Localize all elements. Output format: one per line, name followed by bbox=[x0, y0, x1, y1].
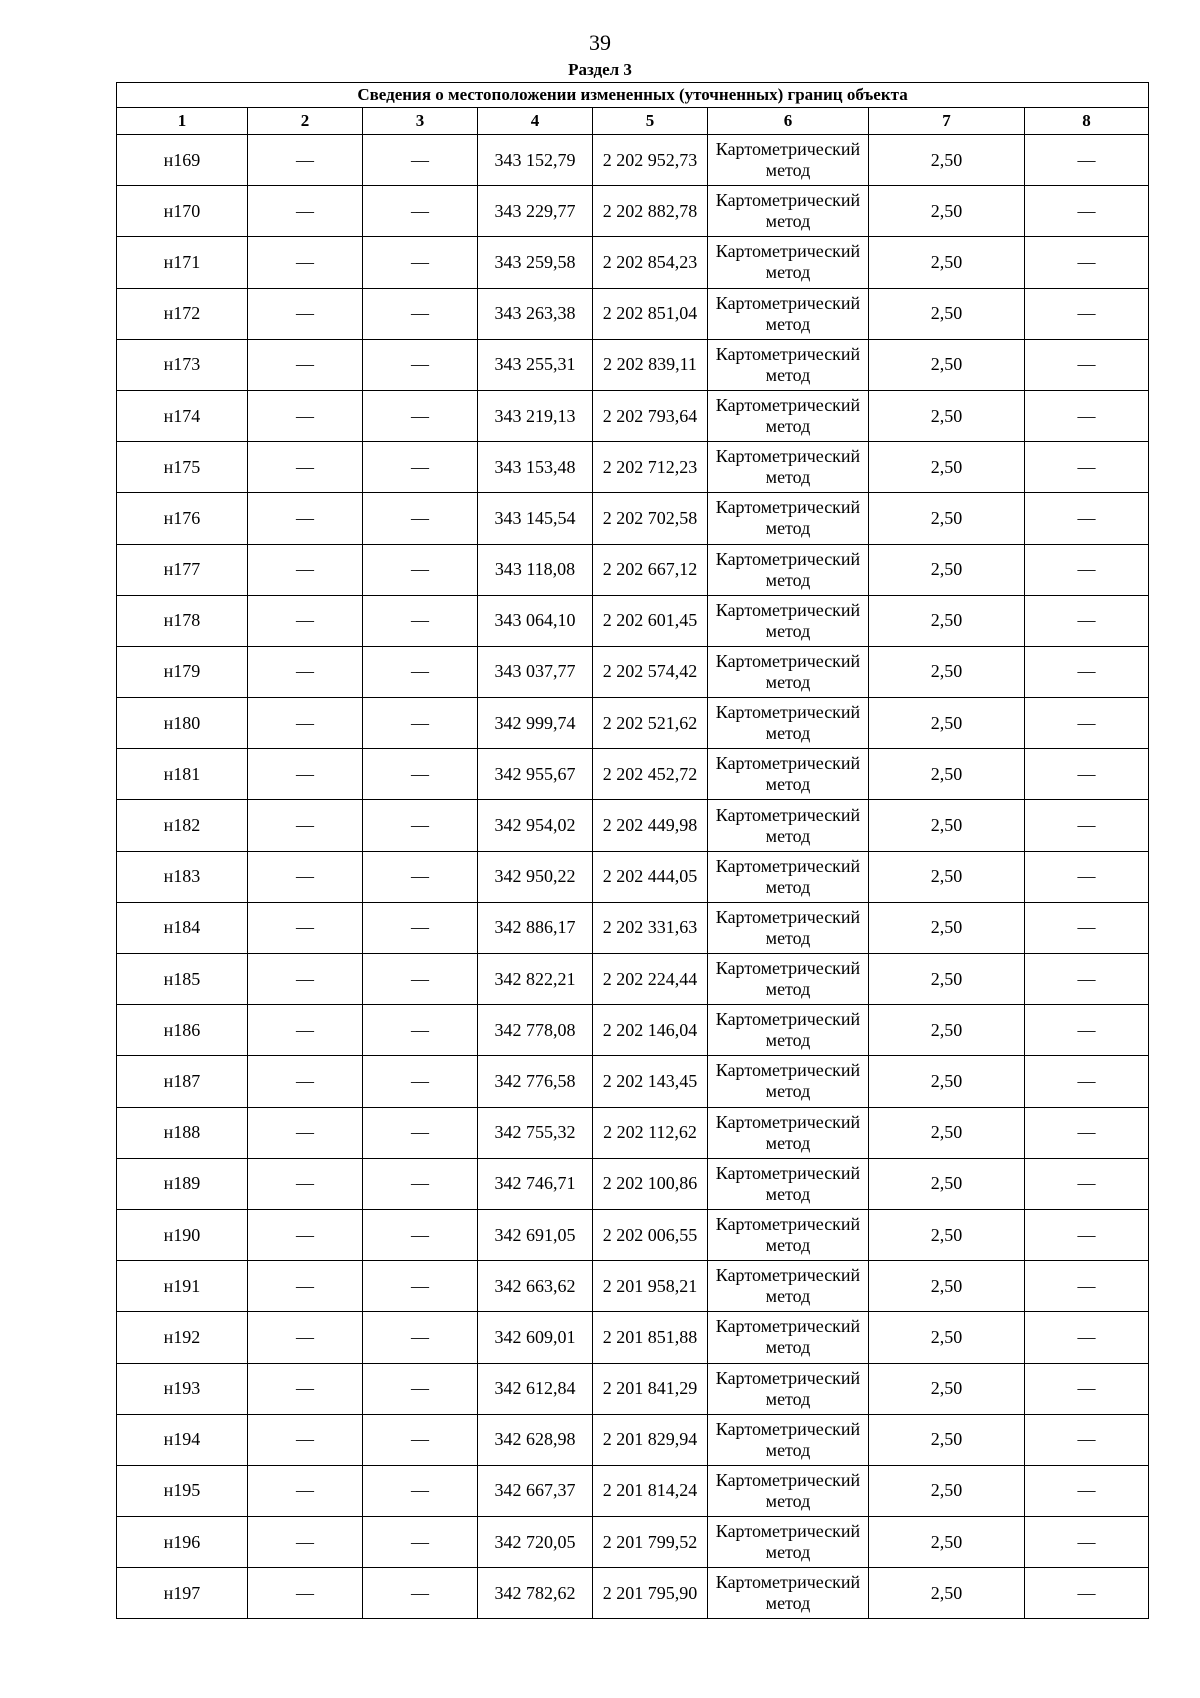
method-cell: Картометрический метод bbox=[708, 902, 869, 953]
empty-dash-cell: — bbox=[248, 749, 363, 800]
empty-dash-cell: — bbox=[248, 1414, 363, 1465]
empty-dash-cell: — bbox=[1025, 646, 1149, 697]
empty-dash-cell: — bbox=[1025, 135, 1149, 186]
y-coordinate-cell: 2 202 574,42 bbox=[593, 646, 708, 697]
accuracy-cell: 2,50 bbox=[869, 135, 1025, 186]
accuracy-cell: 2,50 bbox=[869, 954, 1025, 1005]
empty-dash-cell: — bbox=[248, 1363, 363, 1414]
table-row bbox=[117, 1414, 1149, 1465]
method-cell: Картометрический метод bbox=[708, 339, 869, 390]
empty-dash-cell: — bbox=[248, 1158, 363, 1209]
empty-dash-cell: — bbox=[1025, 1261, 1149, 1312]
table-row bbox=[117, 1312, 1149, 1363]
empty-dash-cell: — bbox=[1025, 851, 1149, 902]
method-cell: Картометрический метод bbox=[708, 646, 869, 697]
table-row bbox=[117, 1568, 1149, 1619]
empty-dash-cell: — bbox=[248, 442, 363, 493]
point-cell: н180 bbox=[117, 698, 248, 749]
method-cell: Картометрический метод bbox=[708, 186, 869, 237]
point-cell: н187 bbox=[117, 1056, 248, 1107]
table-row bbox=[117, 1363, 1149, 1414]
empty-dash-cell: — bbox=[363, 595, 478, 646]
y-coordinate-cell: 2 202 854,23 bbox=[593, 237, 708, 288]
accuracy-cell: 2,50 bbox=[869, 1465, 1025, 1516]
empty-dash-cell: — bbox=[248, 1568, 363, 1619]
empty-dash-cell: — bbox=[1025, 442, 1149, 493]
empty-dash-cell: — bbox=[1025, 902, 1149, 953]
empty-dash-cell: — bbox=[363, 186, 478, 237]
accuracy-cell: 2,50 bbox=[869, 1261, 1025, 1312]
empty-dash-cell: — bbox=[248, 954, 363, 1005]
y-coordinate-cell: 2 202 521,62 bbox=[593, 698, 708, 749]
table-body bbox=[117, 135, 1149, 1619]
point-cell: н182 bbox=[117, 800, 248, 851]
column-header-row bbox=[117, 108, 1149, 135]
empty-dash-cell: — bbox=[248, 1261, 363, 1312]
y-coordinate-cell: 2 202 601,45 bbox=[593, 595, 708, 646]
x-coordinate-cell: 343 255,31 bbox=[478, 339, 593, 390]
point-cell: н189 bbox=[117, 1158, 248, 1209]
empty-dash-cell: — bbox=[363, 851, 478, 902]
method-cell: Картометрический метод bbox=[708, 544, 869, 595]
column-header: 2 bbox=[248, 108, 363, 135]
method-cell: Картометрический метод bbox=[708, 1056, 869, 1107]
point-cell: н185 bbox=[117, 954, 248, 1005]
point-cell: н169 bbox=[117, 135, 248, 186]
x-coordinate-cell: 342 822,21 bbox=[478, 954, 593, 1005]
accuracy-cell: 2,50 bbox=[869, 237, 1025, 288]
column-header: 7 bbox=[869, 108, 1025, 135]
method-cell: Картометрический метод bbox=[708, 1261, 869, 1312]
y-coordinate-cell: 2 202 702,58 bbox=[593, 493, 708, 544]
empty-dash-cell: — bbox=[363, 954, 478, 1005]
empty-dash-cell: — bbox=[248, 595, 363, 646]
y-coordinate-cell: 2 202 224,44 bbox=[593, 954, 708, 1005]
empty-dash-cell: — bbox=[363, 1414, 478, 1465]
empty-dash-cell: — bbox=[1025, 339, 1149, 390]
point-cell: н179 bbox=[117, 646, 248, 697]
method-cell: Картометрический метод bbox=[708, 442, 869, 493]
accuracy-cell: 2,50 bbox=[869, 851, 1025, 902]
empty-dash-cell: — bbox=[248, 1005, 363, 1056]
accuracy-cell: 2,50 bbox=[869, 186, 1025, 237]
x-coordinate-cell: 343 118,08 bbox=[478, 544, 593, 595]
accuracy-cell: 2,50 bbox=[869, 1209, 1025, 1260]
table-row bbox=[117, 237, 1149, 288]
point-cell: н186 bbox=[117, 1005, 248, 1056]
empty-dash-cell: — bbox=[363, 544, 478, 595]
empty-dash-cell: — bbox=[248, 1465, 363, 1516]
empty-dash-cell: — bbox=[1025, 288, 1149, 339]
empty-dash-cell: — bbox=[1025, 595, 1149, 646]
method-cell: Картометрический метод bbox=[708, 1363, 869, 1414]
y-coordinate-cell: 2 202 143,45 bbox=[593, 1056, 708, 1107]
accuracy-cell: 2,50 bbox=[869, 1056, 1025, 1107]
empty-dash-cell: — bbox=[1025, 1209, 1149, 1260]
method-cell: Картометрический метод bbox=[708, 1312, 869, 1363]
empty-dash-cell: — bbox=[363, 390, 478, 441]
table-row bbox=[117, 1107, 1149, 1158]
empty-dash-cell: — bbox=[363, 1261, 478, 1312]
empty-dash-cell: — bbox=[363, 1005, 478, 1056]
empty-dash-cell: — bbox=[363, 288, 478, 339]
table-row bbox=[117, 1158, 1149, 1209]
y-coordinate-cell: 2 201 799,52 bbox=[593, 1517, 708, 1568]
x-coordinate-cell: 342 782,62 bbox=[478, 1568, 593, 1619]
empty-dash-cell: — bbox=[248, 1056, 363, 1107]
method-cell: Картометрический метод bbox=[708, 1465, 869, 1516]
accuracy-cell: 2,50 bbox=[869, 442, 1025, 493]
x-coordinate-cell: 343 152,79 bbox=[478, 135, 593, 186]
table-row bbox=[117, 1209, 1149, 1260]
point-cell: н174 bbox=[117, 390, 248, 441]
method-cell: Картометрический метод bbox=[708, 493, 869, 544]
empty-dash-cell: — bbox=[248, 237, 363, 288]
point-cell: н171 bbox=[117, 237, 248, 288]
page-number: 39 bbox=[589, 30, 611, 55]
column-header: 5 bbox=[593, 108, 708, 135]
empty-dash-cell: — bbox=[1025, 1414, 1149, 1465]
column-header: 6 bbox=[708, 108, 869, 135]
accuracy-cell: 2,50 bbox=[869, 800, 1025, 851]
empty-dash-cell: — bbox=[248, 288, 363, 339]
table-row bbox=[117, 851, 1149, 902]
x-coordinate-cell: 342 691,05 bbox=[478, 1209, 593, 1260]
method-cell: Картометрический метод bbox=[708, 595, 869, 646]
empty-dash-cell: — bbox=[363, 135, 478, 186]
table-row bbox=[117, 135, 1149, 186]
accuracy-cell: 2,50 bbox=[869, 288, 1025, 339]
empty-dash-cell: — bbox=[248, 1209, 363, 1260]
x-coordinate-cell: 342 720,05 bbox=[478, 1517, 593, 1568]
y-coordinate-cell: 2 202 006,55 bbox=[593, 1209, 708, 1260]
point-cell: н193 bbox=[117, 1363, 248, 1414]
empty-dash-cell: — bbox=[1025, 1107, 1149, 1158]
x-coordinate-cell: 342 746,71 bbox=[478, 1158, 593, 1209]
x-coordinate-cell: 343 037,77 bbox=[478, 646, 593, 697]
table-row bbox=[117, 1005, 1149, 1056]
accuracy-cell: 2,50 bbox=[869, 1414, 1025, 1465]
x-coordinate-cell: 342 663,62 bbox=[478, 1261, 593, 1312]
empty-dash-cell: — bbox=[363, 749, 478, 800]
table-row bbox=[117, 646, 1149, 697]
accuracy-cell: 2,50 bbox=[869, 1158, 1025, 1209]
empty-dash-cell: — bbox=[1025, 237, 1149, 288]
x-coordinate-cell: 342 612,84 bbox=[478, 1363, 593, 1414]
point-cell: н192 bbox=[117, 1312, 248, 1363]
y-coordinate-cell: 2 201 841,29 bbox=[593, 1363, 708, 1414]
column-header: 4 bbox=[478, 108, 593, 135]
x-coordinate-cell: 342 667,37 bbox=[478, 1465, 593, 1516]
column-header: 8 bbox=[1025, 108, 1149, 135]
empty-dash-cell: — bbox=[1025, 390, 1149, 441]
empty-dash-cell: — bbox=[363, 1209, 478, 1260]
empty-dash-cell: — bbox=[363, 1517, 478, 1568]
table-row bbox=[117, 186, 1149, 237]
empty-dash-cell: — bbox=[1025, 1056, 1149, 1107]
point-cell: н172 bbox=[117, 288, 248, 339]
y-coordinate-cell: 2 202 452,72 bbox=[593, 749, 708, 800]
x-coordinate-cell: 342 609,01 bbox=[478, 1312, 593, 1363]
empty-dash-cell: — bbox=[363, 493, 478, 544]
x-coordinate-cell: 342 778,08 bbox=[478, 1005, 593, 1056]
empty-dash-cell: — bbox=[1025, 698, 1149, 749]
y-coordinate-cell: 2 202 100,86 bbox=[593, 1158, 708, 1209]
method-cell: Картометрический метод bbox=[708, 135, 869, 186]
table-row bbox=[117, 544, 1149, 595]
point-cell: н183 bbox=[117, 851, 248, 902]
empty-dash-cell: — bbox=[363, 800, 478, 851]
point-cell: н176 bbox=[117, 493, 248, 544]
y-coordinate-cell: 2 202 146,04 bbox=[593, 1005, 708, 1056]
point-cell: н175 bbox=[117, 442, 248, 493]
table-row bbox=[117, 800, 1149, 851]
method-cell: Картометрический метод bbox=[708, 1107, 869, 1158]
y-coordinate-cell: 2 202 331,63 bbox=[593, 902, 708, 953]
accuracy-cell: 2,50 bbox=[869, 544, 1025, 595]
accuracy-cell: 2,50 bbox=[869, 1568, 1025, 1619]
accuracy-cell: 2,50 bbox=[869, 1005, 1025, 1056]
empty-dash-cell: — bbox=[1025, 1312, 1149, 1363]
method-cell: Картометрический метод bbox=[708, 800, 869, 851]
empty-dash-cell: — bbox=[363, 1465, 478, 1516]
table-row bbox=[117, 442, 1149, 493]
method-cell: Картометрический метод bbox=[708, 1517, 869, 1568]
empty-dash-cell: — bbox=[248, 135, 363, 186]
point-cell: н178 bbox=[117, 595, 248, 646]
accuracy-cell: 2,50 bbox=[869, 749, 1025, 800]
empty-dash-cell: — bbox=[248, 544, 363, 595]
accuracy-cell: 2,50 bbox=[869, 1107, 1025, 1158]
method-cell: Картометрический метод bbox=[708, 749, 869, 800]
point-cell: н188 bbox=[117, 1107, 248, 1158]
point-cell: н190 bbox=[117, 1209, 248, 1260]
x-coordinate-cell: 342 950,22 bbox=[478, 851, 593, 902]
empty-dash-cell: — bbox=[248, 186, 363, 237]
y-coordinate-cell: 2 201 814,24 bbox=[593, 1465, 708, 1516]
empty-dash-cell: — bbox=[1025, 186, 1149, 237]
y-coordinate-cell: 2 202 839,11 bbox=[593, 339, 708, 390]
empty-dash-cell: — bbox=[248, 1517, 363, 1568]
y-coordinate-cell: 2 201 851,88 bbox=[593, 1312, 708, 1363]
x-coordinate-cell: 343 229,77 bbox=[478, 186, 593, 237]
x-coordinate-cell: 343 259,58 bbox=[478, 237, 593, 288]
accuracy-cell: 2,50 bbox=[869, 339, 1025, 390]
accuracy-cell: 2,50 bbox=[869, 595, 1025, 646]
x-coordinate-cell: 343 219,13 bbox=[478, 390, 593, 441]
x-coordinate-cell: 343 145,54 bbox=[478, 493, 593, 544]
empty-dash-cell: — bbox=[248, 646, 363, 697]
empty-dash-cell: — bbox=[1025, 1005, 1149, 1056]
y-coordinate-cell: 2 202 851,04 bbox=[593, 288, 708, 339]
empty-dash-cell: — bbox=[363, 1107, 478, 1158]
method-cell: Картометрический метод bbox=[708, 1158, 869, 1209]
y-coordinate-cell: 2 202 712,23 bbox=[593, 442, 708, 493]
point-cell: н184 bbox=[117, 902, 248, 953]
table-caption: Сведения о местоположении измененных (уточненных) границ объекта bbox=[117, 83, 1149, 108]
empty-dash-cell: — bbox=[248, 1312, 363, 1363]
table-row bbox=[117, 390, 1149, 441]
empty-dash-cell: — bbox=[363, 902, 478, 953]
table-row bbox=[117, 1517, 1149, 1568]
y-coordinate-cell: 2 202 952,73 bbox=[593, 135, 708, 186]
y-coordinate-cell: 2 201 829,94 bbox=[593, 1414, 708, 1465]
accuracy-cell: 2,50 bbox=[869, 1312, 1025, 1363]
empty-dash-cell: — bbox=[1025, 544, 1149, 595]
y-coordinate-cell: 2 202 793,64 bbox=[593, 390, 708, 441]
empty-dash-cell: — bbox=[1025, 1363, 1149, 1414]
empty-dash-cell: — bbox=[248, 851, 363, 902]
x-coordinate-cell: 342 628,98 bbox=[478, 1414, 593, 1465]
point-cell: н195 bbox=[117, 1465, 248, 1516]
empty-dash-cell: — bbox=[1025, 954, 1149, 1005]
y-coordinate-cell: 2 202 667,12 bbox=[593, 544, 708, 595]
method-cell: Картометрический метод bbox=[708, 237, 869, 288]
table-row bbox=[117, 749, 1149, 800]
table-caption-row bbox=[117, 83, 1149, 108]
empty-dash-cell: — bbox=[363, 339, 478, 390]
accuracy-cell: 2,50 bbox=[869, 902, 1025, 953]
empty-dash-cell: — bbox=[1025, 493, 1149, 544]
empty-dash-cell: — bbox=[248, 902, 363, 953]
section-title: Раздел 3 bbox=[568, 60, 632, 79]
point-cell: н194 bbox=[117, 1414, 248, 1465]
point-cell: н173 bbox=[117, 339, 248, 390]
empty-dash-cell: — bbox=[1025, 1158, 1149, 1209]
empty-dash-cell: — bbox=[1025, 1465, 1149, 1516]
point-cell: н170 bbox=[117, 186, 248, 237]
table-row bbox=[117, 339, 1149, 390]
method-cell: Картометрический метод bbox=[708, 390, 869, 441]
y-coordinate-cell: 2 201 795,90 bbox=[593, 1568, 708, 1619]
x-coordinate-cell: 343 064,10 bbox=[478, 595, 593, 646]
table-row bbox=[117, 1261, 1149, 1312]
y-coordinate-cell: 2 202 112,62 bbox=[593, 1107, 708, 1158]
empty-dash-cell: — bbox=[363, 698, 478, 749]
accuracy-cell: 2,50 bbox=[869, 646, 1025, 697]
empty-dash-cell: — bbox=[248, 390, 363, 441]
y-coordinate-cell: 2 202 449,98 bbox=[593, 800, 708, 851]
column-header: 3 bbox=[363, 108, 478, 135]
point-cell: н196 bbox=[117, 1517, 248, 1568]
empty-dash-cell: — bbox=[363, 237, 478, 288]
empty-dash-cell: — bbox=[363, 1312, 478, 1363]
empty-dash-cell: — bbox=[363, 1568, 478, 1619]
x-coordinate-cell: 342 999,74 bbox=[478, 698, 593, 749]
empty-dash-cell: — bbox=[363, 442, 478, 493]
accuracy-cell: 2,50 bbox=[869, 1517, 1025, 1568]
accuracy-cell: 2,50 bbox=[869, 698, 1025, 749]
x-coordinate-cell: 342 755,32 bbox=[478, 1107, 593, 1158]
method-cell: Картометрический метод bbox=[708, 698, 869, 749]
empty-dash-cell: — bbox=[1025, 749, 1149, 800]
method-cell: Картометрический метод bbox=[708, 1568, 869, 1619]
empty-dash-cell: — bbox=[248, 1107, 363, 1158]
method-cell: Картометрический метод bbox=[708, 954, 869, 1005]
empty-dash-cell: — bbox=[363, 1363, 478, 1414]
empty-dash-cell: — bbox=[1025, 800, 1149, 851]
point-cell: н181 bbox=[117, 749, 248, 800]
empty-dash-cell: — bbox=[248, 800, 363, 851]
x-coordinate-cell: 342 886,17 bbox=[478, 902, 593, 953]
method-cell: Картометрический метод bbox=[708, 1209, 869, 1260]
point-cell: н197 bbox=[117, 1568, 248, 1619]
empty-dash-cell: — bbox=[363, 646, 478, 697]
table-row bbox=[117, 1056, 1149, 1107]
x-coordinate-cell: 342 954,02 bbox=[478, 800, 593, 851]
y-coordinate-cell: 2 202 882,78 bbox=[593, 186, 708, 237]
empty-dash-cell: — bbox=[363, 1056, 478, 1107]
table-row bbox=[117, 902, 1149, 953]
x-coordinate-cell: 342 955,67 bbox=[478, 749, 593, 800]
empty-dash-cell: — bbox=[248, 493, 363, 544]
accuracy-cell: 2,50 bbox=[869, 1363, 1025, 1414]
method-cell: Картометрический метод bbox=[708, 288, 869, 339]
x-coordinate-cell: 343 153,48 bbox=[478, 442, 593, 493]
point-cell: н191 bbox=[117, 1261, 248, 1312]
accuracy-cell: 2,50 bbox=[869, 493, 1025, 544]
x-coordinate-cell: 343 263,38 bbox=[478, 288, 593, 339]
y-coordinate-cell: 2 202 444,05 bbox=[593, 851, 708, 902]
empty-dash-cell: — bbox=[248, 698, 363, 749]
column-header: 1 bbox=[117, 108, 248, 135]
point-cell: н177 bbox=[117, 544, 248, 595]
method-cell: Картометрический метод bbox=[708, 1005, 869, 1056]
empty-dash-cell: — bbox=[1025, 1568, 1149, 1619]
x-coordinate-cell: 342 776,58 bbox=[478, 1056, 593, 1107]
table-row bbox=[117, 954, 1149, 1005]
accuracy-cell: 2,50 bbox=[869, 390, 1025, 441]
table-row bbox=[117, 595, 1149, 646]
coordinates-table bbox=[116, 82, 1149, 1619]
table-row bbox=[117, 698, 1149, 749]
table-row bbox=[117, 1465, 1149, 1516]
method-cell: Картометрический метод bbox=[708, 851, 869, 902]
y-coordinate-cell: 2 201 958,21 bbox=[593, 1261, 708, 1312]
method-cell: Картометрический метод bbox=[708, 1414, 869, 1465]
table-row bbox=[117, 493, 1149, 544]
empty-dash-cell: — bbox=[363, 1158, 478, 1209]
empty-dash-cell: — bbox=[1025, 1517, 1149, 1568]
empty-dash-cell: — bbox=[248, 339, 363, 390]
table-row bbox=[117, 288, 1149, 339]
